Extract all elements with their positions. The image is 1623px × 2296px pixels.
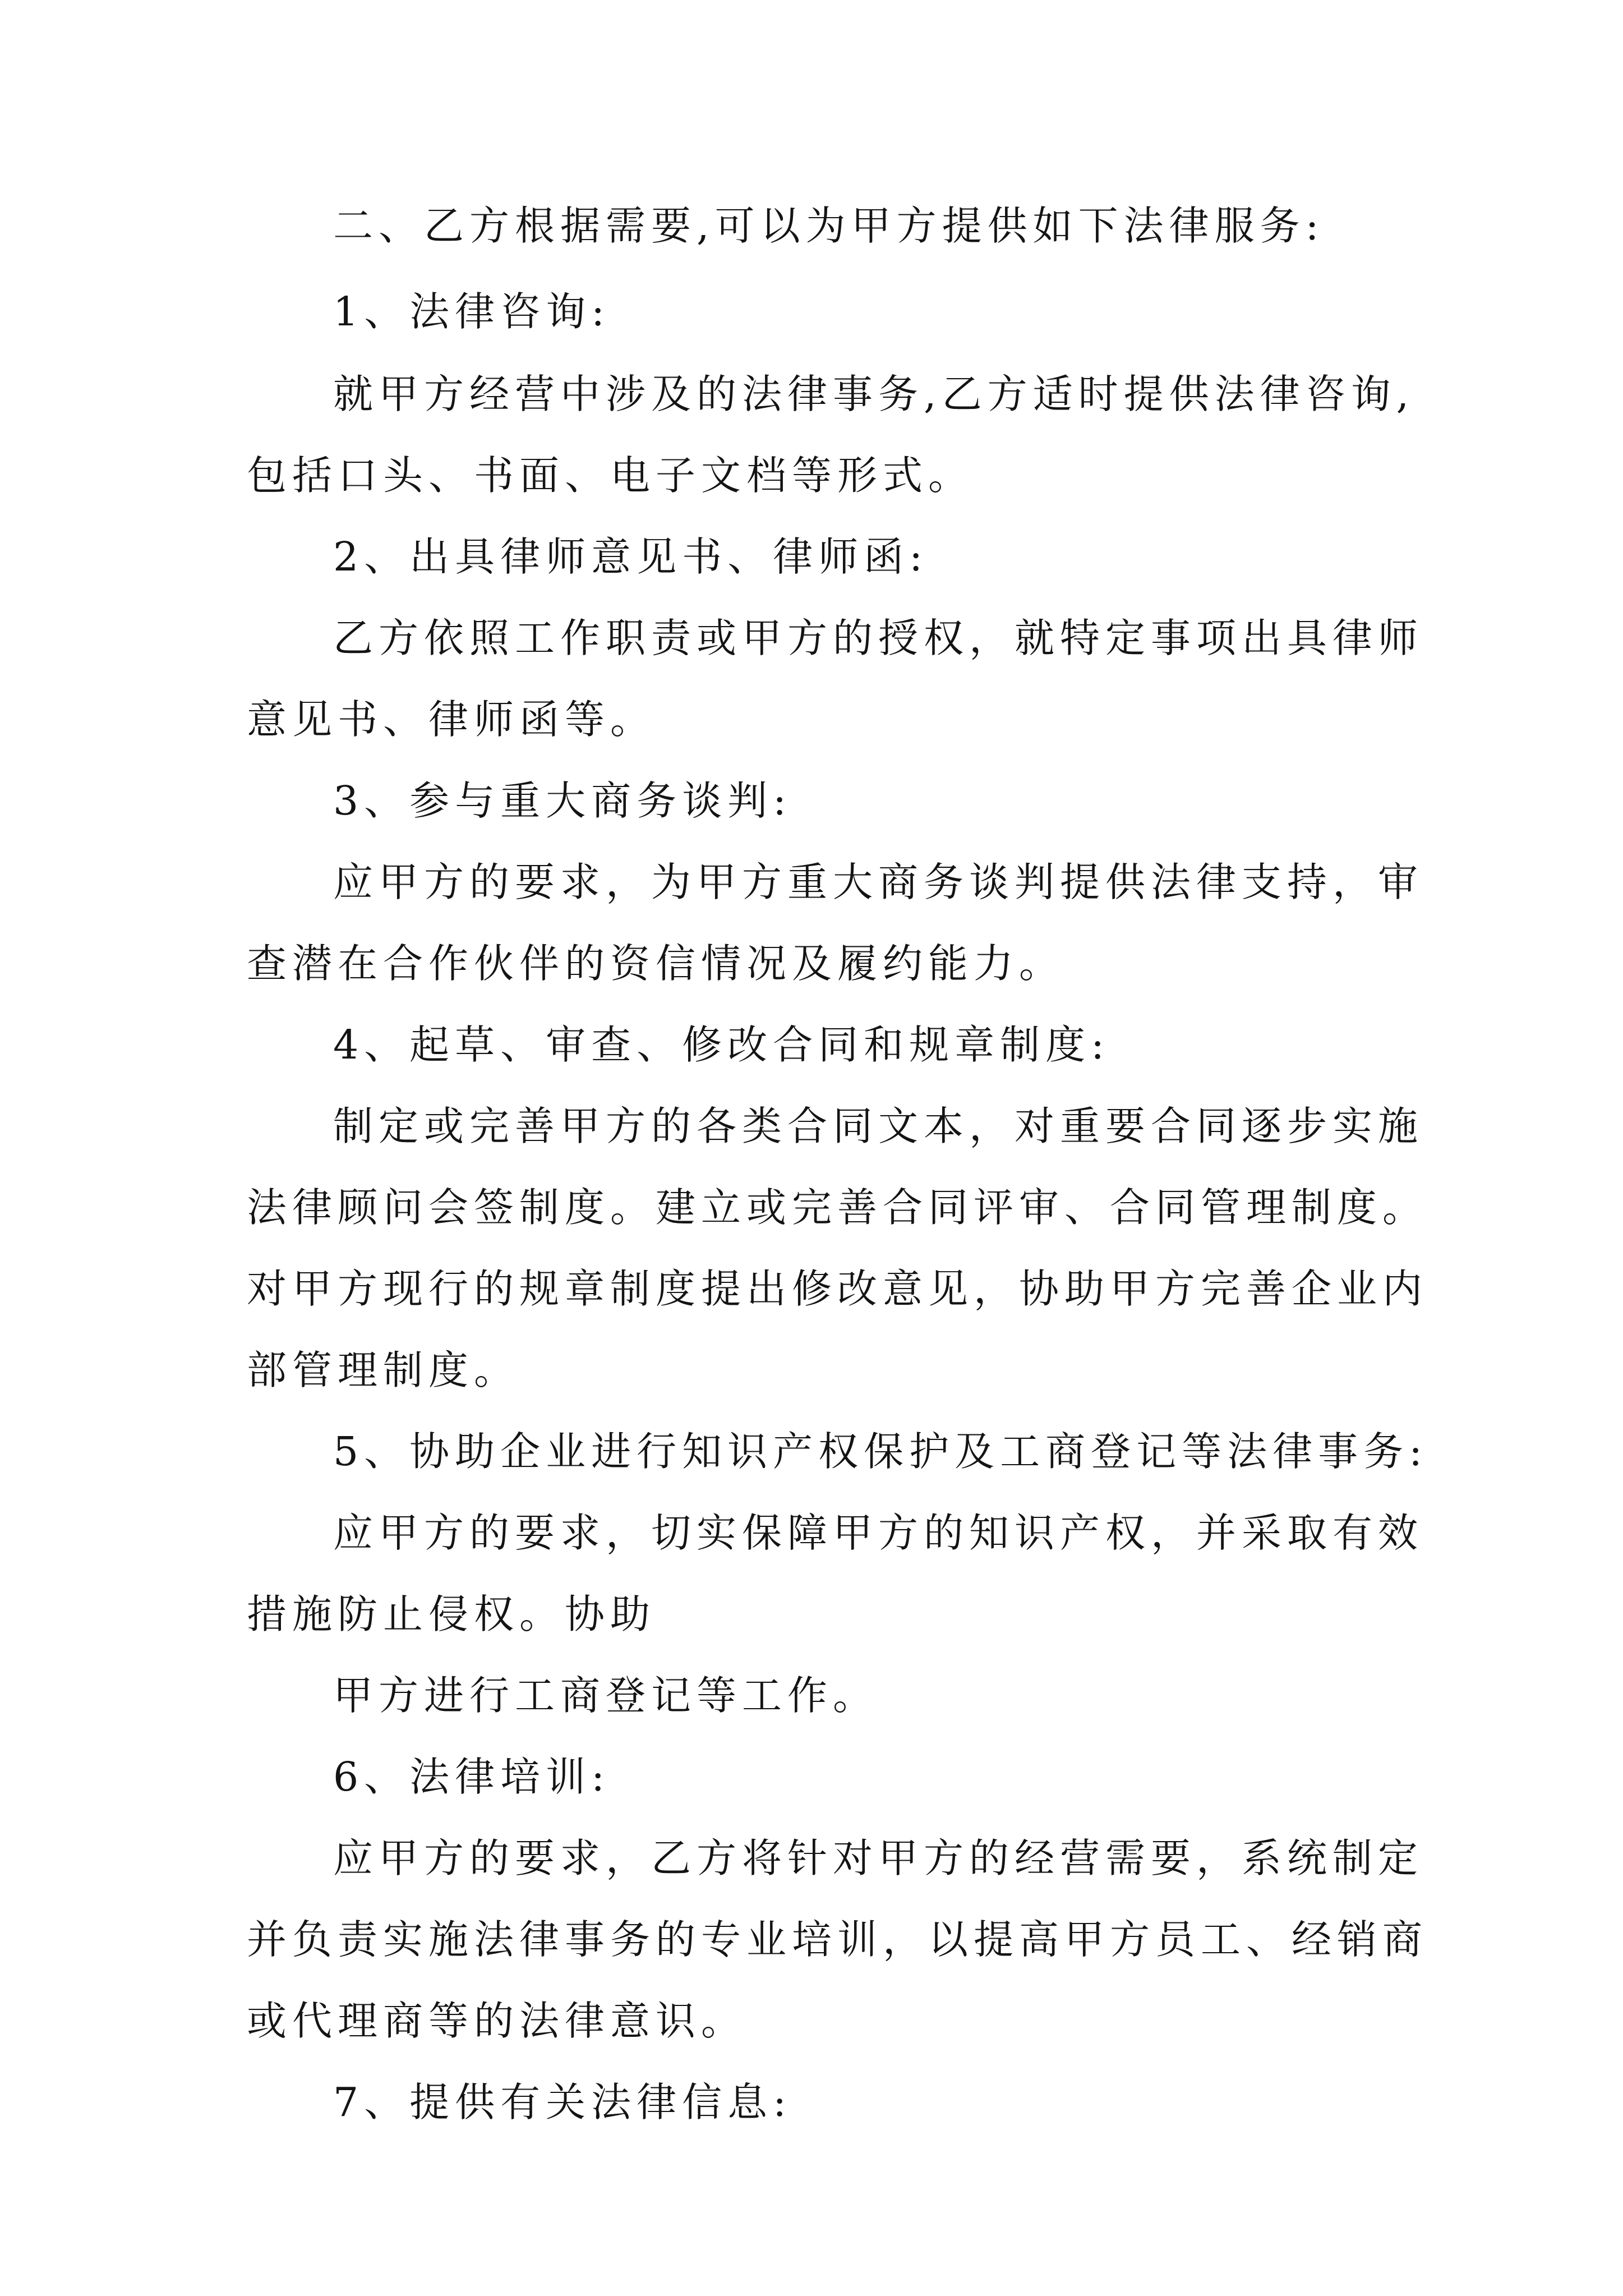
paragraph-line: 应甲方的要求，乙方将针对甲方的经营需要，系统制定 xyxy=(333,1835,1424,1881)
item-6-heading: 6、法律培训: xyxy=(333,1754,611,1800)
paragraph-line: 应甲方的要求，切实保障甲方的知识产权，并采取有效 xyxy=(333,1510,1424,1556)
paragraph-line: 或代理商等的法律意识。 xyxy=(247,1998,747,2044)
paragraph-line: 制定或完善甲方的各类合同文本，对重要合同逐步实施 xyxy=(333,1103,1424,1149)
paragraph-line: 就甲方经营中涉及的法律事务,乙方适时提供法律咨询, xyxy=(333,371,1415,417)
paragraph-line: 对甲方现行的规章制度提出修改意见，协助甲方完善企业内 xyxy=(247,1266,1428,1312)
paragraph-line: 部管理制度。 xyxy=(247,1347,520,1393)
paragraph-line: 并负责实施法律事务的专业培训，以提高甲方员工、经销商 xyxy=(247,1916,1428,1963)
paragraph-line: 法律顾问会签制度。建立或完善合同评审、合同管理制度。 xyxy=(247,1184,1428,1231)
item-1-heading: 1、法律咨询: xyxy=(333,288,611,335)
item-2-heading: 2、出具律师意见书、律师函: xyxy=(333,533,929,580)
paragraph-line: 甲方进行工商登记等工作。 xyxy=(333,1672,879,1719)
paragraph-line: 乙方依照工作职责或甲方的授权，就特定事项出具律师 xyxy=(333,615,1424,661)
paragraph-line: 应甲方的要求，为甲方重大商务谈判提供法律支持，审 xyxy=(333,859,1424,905)
paragraph-line: 意见书、律师函等。 xyxy=(247,696,656,743)
paragraph-line: 查潜在合作伙伴的资信情况及履约能力。 xyxy=(247,940,1065,987)
item-3-heading: 3、参与重大商务谈判: xyxy=(333,777,792,824)
section-heading: 二、乙方根据需要,可以为甲方提供如下法律服务: xyxy=(333,203,1325,249)
item-4-heading: 4、起草、审查、修改合同和规章制度: xyxy=(333,1022,1110,1068)
item-5-heading: 5、协助企业进行知识产权保护及工商登记等法律事务: xyxy=(333,1428,1428,1475)
paragraph-line: 措施防止侵权。协助 xyxy=(247,1591,656,1637)
item-7-heading: 7、提供有关法律信息: xyxy=(333,2079,792,2125)
paragraph-line: 包括口头、书面、电子文档等形式。 xyxy=(247,452,974,499)
